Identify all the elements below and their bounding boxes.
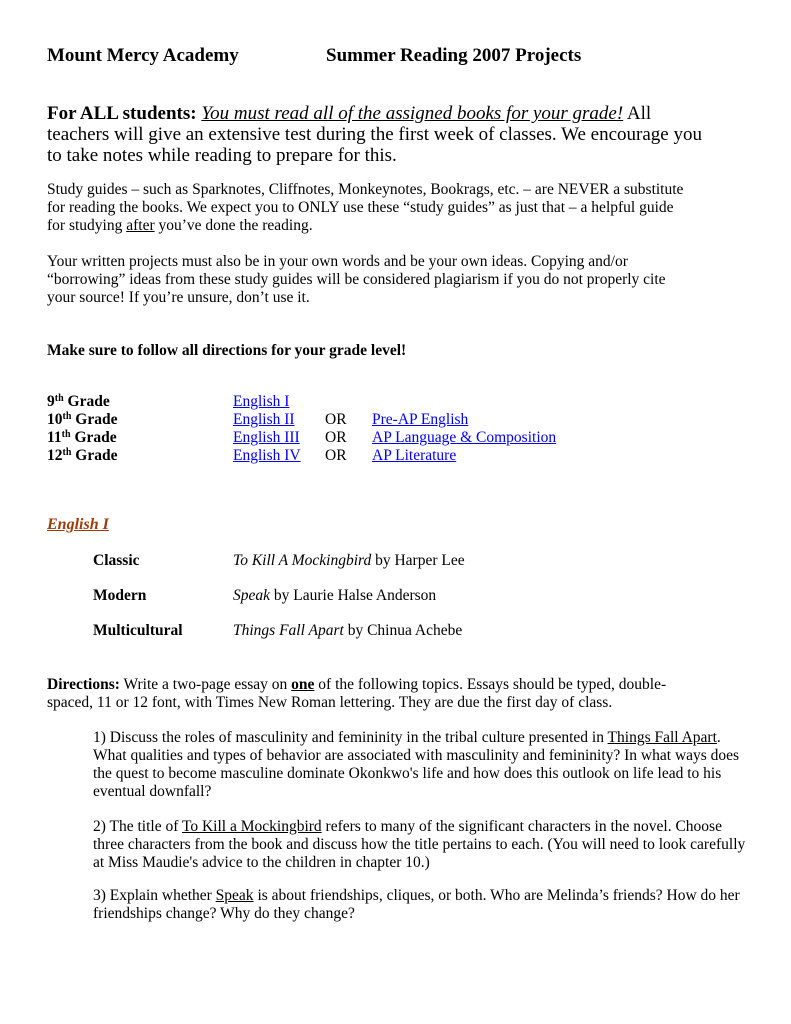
book-category-modern: Modern	[93, 587, 147, 604]
course-link-pre-ap-english[interactable]: Pre-AP English	[372, 411, 469, 428]
grade-label: 9th Grade	[47, 393, 110, 410]
book-multicultural: Things Fall Apart by Chinua Achebe	[233, 622, 463, 639]
section-title-english-1: English I	[47, 516, 109, 533]
topic-2: 2) The title of To Kill a Mockingbird refers to many of the significant characters in the novel. Choose three characters from the book and discuss how the title pertains to each. (You will need to look carefully at Miss Maudie's advice to the children in chapter 10.)	[93, 818, 746, 871]
book-modern: Speak by Laurie Halse Anderson	[233, 587, 437, 604]
intro-line-2: teachers will give an extensive test during the first week of classes. We encourage you	[47, 124, 702, 145]
course-link-ap-language[interactable]: AP Language & Composition	[372, 429, 557, 446]
grade-row-11	[0, 429, 791, 447]
course-link-english-2[interactable]: English II	[233, 411, 295, 428]
grade-label: 11th Grade	[47, 429, 117, 446]
course-link-ap-literature[interactable]: AP Literature	[372, 447, 457, 464]
written-line-2: “borrowing” ideas from these study guides will be considered plagiarism if you do not properly cite	[47, 271, 666, 288]
or-label: OR	[325, 447, 347, 464]
intro-rest: All	[626, 103, 652, 124]
written-line-3: your source! If you’re unsure, don’t use it.	[47, 289, 310, 306]
or-label: OR	[325, 429, 347, 446]
intro-line-1	[47, 103, 747, 124]
book-classic: To Kill A Mockingbird by Harper Lee	[233, 552, 465, 569]
topic-1: 1) Discuss the roles of masculinity and femininity in the tribal culture presented in Things Fall Apart. What qualities and types of behavior are associated with masculinity and femininity? In what ways does the quest to become masculine dominate Okonkwo's life and how does this outlook on life lead to his eventual downfall?	[93, 729, 740, 800]
study-guides-line-3	[47, 217, 747, 235]
directions-line-2: spaced, 11 or 12 font, with Times New Roman lettering. They are due the first day of class.	[47, 694, 613, 711]
book-category-multicultural: Multicultural	[93, 622, 183, 639]
page-title: Summer Reading 2007 Projects	[326, 45, 582, 66]
intro-lead: For ALL students:	[47, 103, 197, 124]
intro-emphasis: You must read all of the assigned books for your grade!	[201, 103, 624, 124]
directions-line-1: Directions: Write a two-page essay on one of the following topics. Essays should be typed, double-	[47, 676, 667, 693]
study-guides-line-1: Study guides – such as Sparknotes, Cliffnotes, Monkeynotes, Bookrags, etc. – are NEVER a substitute	[47, 181, 684, 198]
school-name: Mount Mercy Academy	[47, 45, 239, 66]
or-label: OR	[325, 411, 347, 428]
directions-note: Make sure to follow all directions for your grade level!	[47, 342, 407, 359]
study-guides-pre: for studying	[47, 217, 127, 234]
grade-row-9	[0, 393, 791, 411]
course-link-english-4[interactable]: English IV	[233, 447, 301, 464]
grade-row-10	[0, 411, 791, 429]
grade-row-12	[0, 447, 791, 465]
study-guides-after: after	[126, 217, 155, 234]
course-link-english-1[interactable]: English I	[233, 393, 290, 410]
written-line-1: Your written projects must also be in your own words and be your own ideas. Copying and/or	[47, 253, 628, 270]
book-category-classic: Classic	[93, 552, 140, 569]
topic-3: 3) Explain whether Speak is about friendships, cliques, or both. Who are Melinda’s friends? How do her friendships change? Why do they change?	[93, 887, 740, 922]
study-guides-line-2: for reading the books. We expect you to ONLY use these “study guides” as just that – a helpful guide	[47, 199, 674, 216]
intro-line-3: to take notes while reading to prepare for this.	[47, 145, 397, 166]
grade-label: 12th Grade	[47, 447, 118, 464]
course-link-english-3[interactable]: English III	[233, 429, 300, 446]
study-guides-post: you’ve done the reading.	[154, 217, 313, 234]
grade-label: 10th Grade	[47, 411, 118, 428]
